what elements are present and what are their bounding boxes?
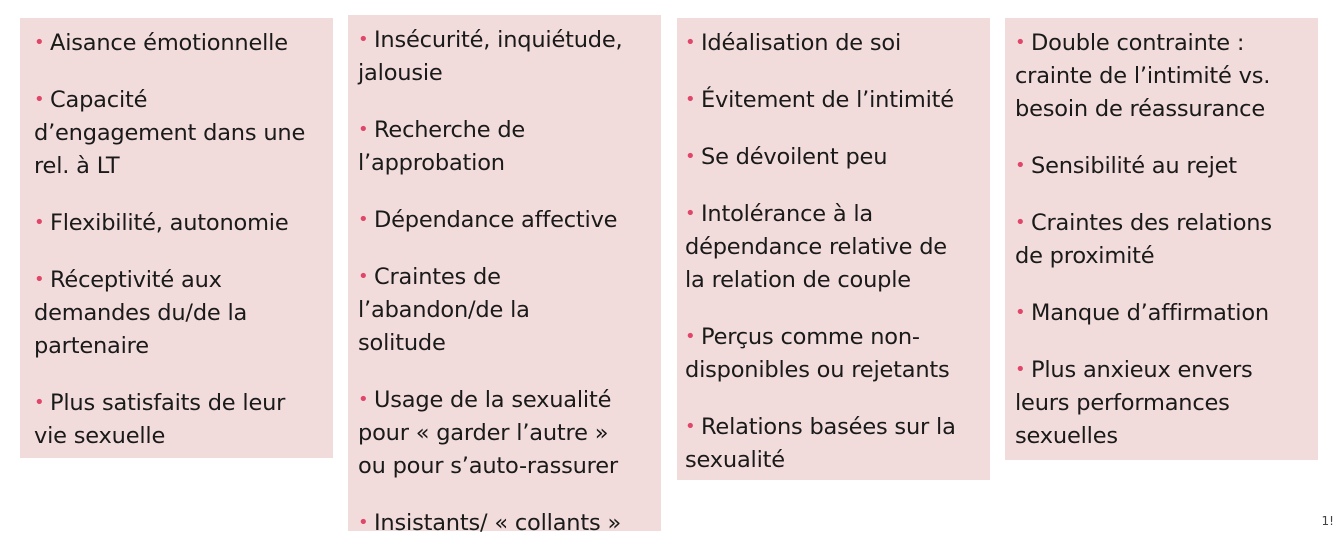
list-item <box>685 320 976 387</box>
bullet-icon: • <box>1015 155 1026 176</box>
bullet-icon: • <box>1015 302 1026 323</box>
column-avoidant <box>677 18 990 480</box>
list-item <box>1015 296 1304 330</box>
bullet-icon: • <box>1015 359 1026 380</box>
bullet-icon: • <box>685 326 696 347</box>
bullet-icon: • <box>34 212 45 233</box>
list-item <box>685 83 976 117</box>
bullet-icon: • <box>685 32 696 53</box>
list-item-text: Recherche de l’approbation <box>358 117 526 176</box>
list-item <box>34 83 319 183</box>
list-item-text: Intolérance à la dépendance relative de la relation de couple <box>685 201 947 293</box>
list-item <box>358 260 647 360</box>
list-item <box>34 263 319 363</box>
bullet-icon: • <box>358 29 369 50</box>
column-anxious <box>348 15 661 536</box>
bullet-icon: • <box>358 209 369 230</box>
list-item-text: Manque d’affirmation <box>1031 300 1269 326</box>
list-item <box>34 206 319 240</box>
list-item <box>685 26 976 60</box>
bullet-icon: • <box>358 512 369 533</box>
list-item <box>1015 26 1304 126</box>
list-item <box>358 23 647 90</box>
list-item-text: Flexibilité, autonomie <box>50 210 289 236</box>
list-item-text: Plus anxieux envers leurs performances sexuelles <box>1015 357 1253 449</box>
bullet-icon: • <box>1015 32 1026 53</box>
list-item <box>1015 353 1304 453</box>
list-item-text: Craintes de l’abandon/de la solitude <box>358 264 530 356</box>
list-item <box>685 140 976 174</box>
list-item-text: Perçus comme non- disponibles ou rejetants <box>685 324 950 383</box>
list-item-text: Idéalisation de soi <box>701 30 902 56</box>
list-item <box>358 113 647 180</box>
list-item-text: Insécurité, inquiétude, jalousie <box>358 27 623 86</box>
list-item <box>358 383 647 483</box>
list-item <box>34 386 319 453</box>
list-item-text: Insistants/ « collants » <box>374 510 622 536</box>
list-item-text: Sensibilité au rejet <box>1031 153 1237 179</box>
bullet-icon: • <box>685 89 696 110</box>
list-item <box>1015 149 1304 183</box>
column-secure <box>20 18 333 458</box>
bullet-icon: • <box>34 269 45 290</box>
list-item-text: Dépendance affective <box>374 207 618 233</box>
list-item <box>685 410 976 477</box>
list-item <box>34 26 319 60</box>
list-item-text: Double contrainte : crainte de l’intimité vs. besoin de réassurance <box>1015 30 1271 122</box>
list-item <box>358 203 647 237</box>
list-item-text: Plus satisfaits de leur vie sexuelle <box>34 390 286 449</box>
page-number: 1! <box>1321 514 1334 528</box>
list-item-text: Se dévoilent peu <box>701 144 888 170</box>
list-item-text: Réceptivité aux demandes du/de la partenaire <box>34 267 248 359</box>
bullet-icon: • <box>685 146 696 167</box>
list-item-text: Capacité d’engagement dans une rel. à LT <box>34 87 306 179</box>
bullet-icon: • <box>1015 212 1026 233</box>
list-item-text: Évitement de l’intimité <box>701 87 954 113</box>
bullet-icon: • <box>34 89 45 110</box>
list-item-text: Relations basées sur la sexualité <box>685 414 956 473</box>
bullet-icon: • <box>358 119 369 140</box>
bullet-icon: • <box>685 203 696 224</box>
list-item-text: Craintes des relations de proximité <box>1015 210 1272 269</box>
bullet-icon: • <box>685 416 696 437</box>
list-item <box>358 506 647 540</box>
bullet-icon: • <box>358 389 369 410</box>
column-fearful <box>1005 18 1318 460</box>
bullet-icon: • <box>34 392 45 413</box>
list-item-text: Usage de la sexualité pour « garder l’autre » ou pour s’auto-rassurer <box>358 387 618 479</box>
list-item <box>1015 206 1304 273</box>
bullet-icon: • <box>34 32 45 53</box>
bullet-icon: • <box>358 266 369 287</box>
list-item-text: Aisance émotionnelle <box>50 30 288 56</box>
list-item <box>685 197 976 297</box>
